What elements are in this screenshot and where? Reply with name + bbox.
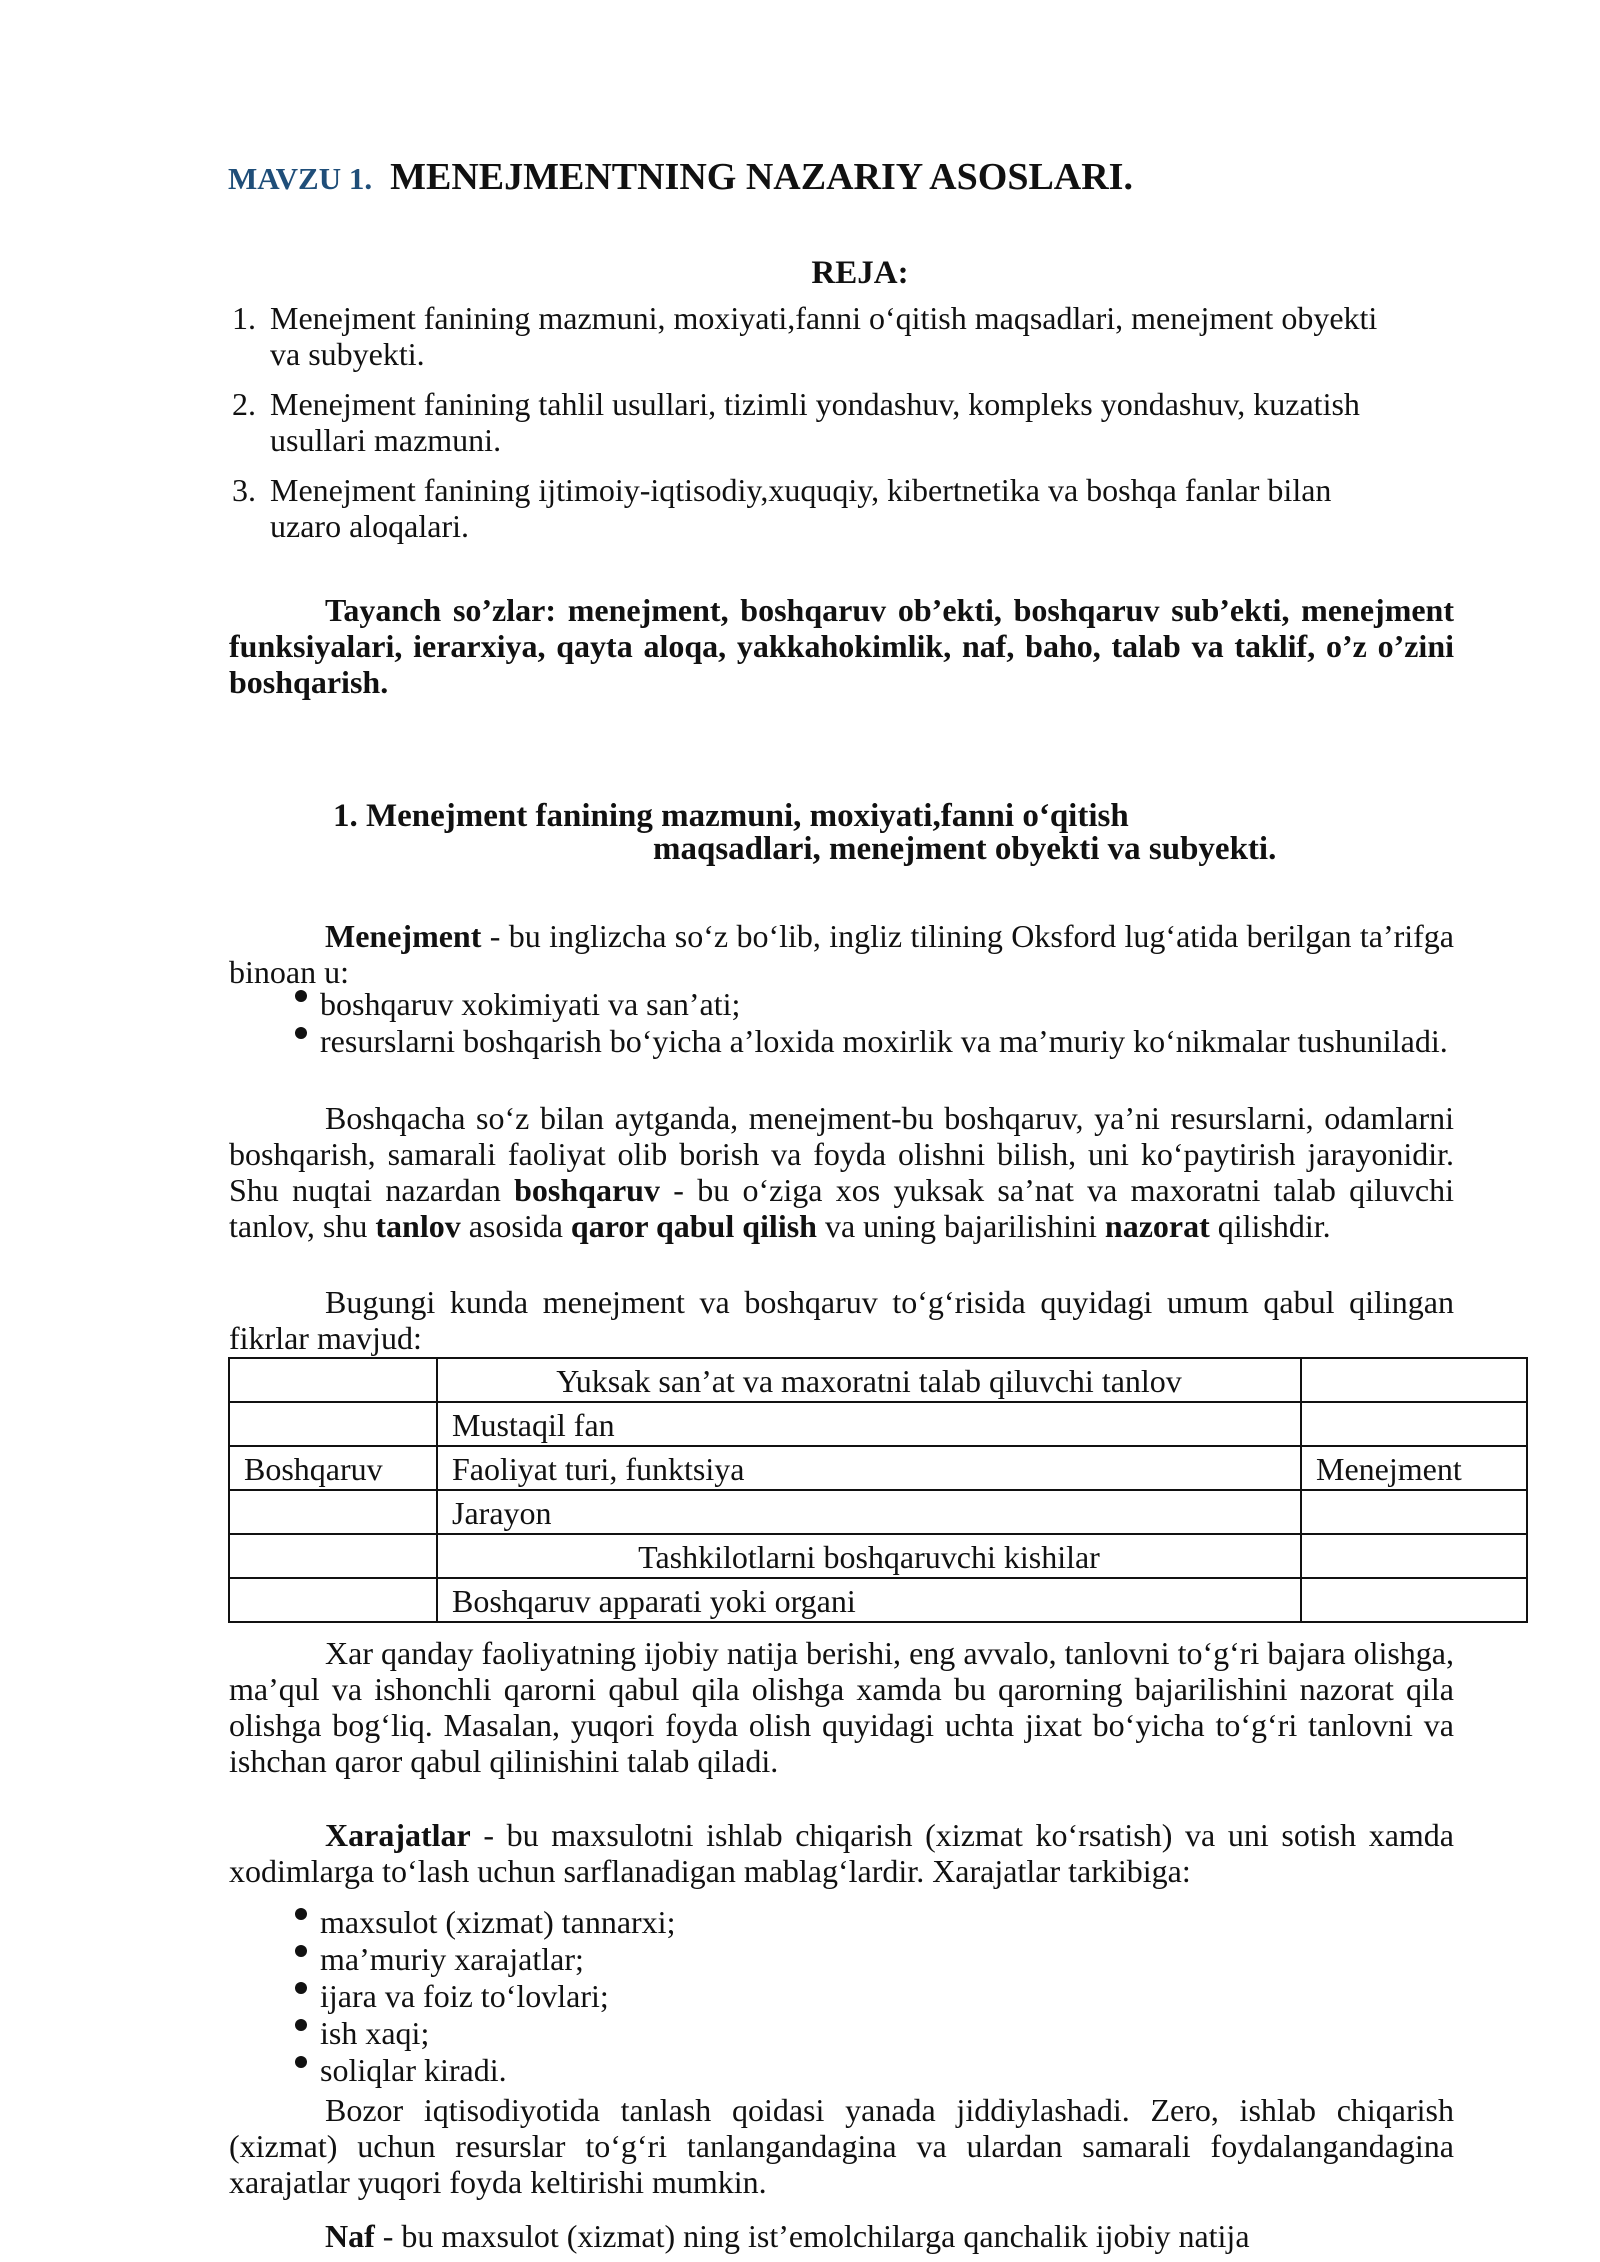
section-heading	[333, 800, 1453, 866]
table-cell	[229, 1578, 437, 1622]
definition-bullets	[320, 986, 1460, 1060]
paragraph-bozor: Bozor iqtisodiyotida tanlash qoidasi yanada jiddiylashadi. Zero, ishlab chiqarish (xizmat) uchun resurslar to‘g‘ri tanlangandagina va ulardan samarali foydalangandagina xarajatlar yuqori foyda keltirishi mumkin.	[229, 2092, 1454, 2200]
table-cell	[229, 1402, 437, 1446]
table-left-label: Boshqaruv	[229, 1446, 437, 1490]
table-row	[229, 1446, 1527, 1490]
para-text: - bu o‘ziga xos yuksak sa’nat va maxoratni talab qiluvchi tanlov, shu	[229, 1172, 1455, 1244]
section-heading-line2: maqsadlari, menejment obyekti va subyekti.	[653, 831, 1277, 867]
bullet-item: ijara va foiz to‘lovlari;	[320, 1978, 1460, 2015]
table-cell: Faoliyat turi, funktsiya	[437, 1446, 1301, 1490]
table-cell	[1301, 1490, 1527, 1534]
table-cell	[1301, 1534, 1527, 1578]
plan-item-text: Menejment fanining tahlil usullari, tizimli yondashuv, kompleks yondashuv, kuzatish usullari mazmuni.	[270, 386, 1360, 458]
term-xarajatlar: Xarajatlar	[325, 1817, 471, 1853]
para-text: Boshqacha so‘z bilan aytganda, menejment-bu boshqaruv, ya’ni resurslarni, odamlarni boshqarish, samarali faoliyat olib borish va foyda olishni bilish, uni ko‘paytirish jarayonidir. Shu nuqtai nazardan	[229, 1100, 1454, 1208]
table-row	[229, 1578, 1527, 1622]
definition-table	[228, 1357, 1528, 1623]
table-row	[229, 1402, 1527, 1446]
naf-text: - bu maxsulot (xizmat) ning ist’emolchilarga qanchalik ijobiy natija	[374, 2218, 1250, 2254]
table-cell	[1301, 1358, 1527, 1402]
bold-term: boshqaruv	[514, 1172, 660, 1208]
table-right-label: Menejment	[1301, 1446, 1527, 1490]
bullet-item: boshqaruv xokimiyati va san’ati;	[320, 986, 1460, 1023]
section-heading-line1: 1. Menejment fanining mazmuni, moxiyati,fanni o‘qitish	[333, 798, 1129, 834]
table-cell	[229, 1490, 437, 1534]
bullet-item: soliqlar kiradi.	[320, 2052, 1460, 2089]
topic-heading: MENEJMENTNING NAZARIY ASOSLARI.	[390, 156, 1133, 198]
table-cell: Boshqaruv apparati yoki organi	[437, 1578, 1301, 1622]
plan-item	[232, 472, 1382, 544]
bold-term: qaror qabul qilish	[570, 1208, 817, 1244]
table-cell	[1301, 1578, 1527, 1622]
paragraph-naf	[229, 2218, 1454, 2254]
paragraph-xarajatlar	[229, 1817, 1454, 1889]
plan-item-number: 2.	[232, 386, 256, 422]
paragraph-bugungi: Bugungi kunda menejment va boshqaruv to‘g‘risida quyidagi umum qabul qilingan fikrlar mavjud:	[229, 1284, 1454, 1356]
table-cell: Tashkilotlarni boshqaruvchi kishilar	[437, 1534, 1301, 1578]
plan-item-number: 3.	[232, 472, 256, 508]
topic-title	[228, 155, 1133, 199]
para-text: va uning bajarilishini	[816, 1208, 1105, 1244]
table-cell	[229, 1534, 437, 1578]
keywords-paragraph: Tayanch so’zlar: menejment, boshqaruv ob’ekti, boshqaruv sub’ekti, menejment funksiyalari, ierarxiya, qayta aloqa, yakkahokimlik, naf, baho, talab va taklif, o’z o’zini boshqarish.	[229, 592, 1454, 700]
table-row	[229, 1534, 1527, 1578]
plan-item	[232, 386, 1382, 458]
table-cell: Yuksak san’at va maxoratni talab qiluvchi tanlov	[437, 1358, 1301, 1402]
table-cell	[229, 1358, 437, 1402]
term-menejment: Menejment	[325, 918, 482, 954]
xarajatlar-bullets	[320, 1904, 1460, 2089]
para-text: asosida	[460, 1208, 571, 1244]
term-naf: Naf	[325, 2218, 375, 2254]
bold-term: nazorat	[1104, 1208, 1210, 1244]
plan-list	[232, 300, 1382, 558]
bullet-item: ma’muriy xarajatlar;	[320, 1941, 1460, 1978]
table-cell	[1301, 1402, 1527, 1446]
table-cell: Mustaqil fan	[437, 1402, 1301, 1446]
table-row	[229, 1490, 1527, 1534]
paragraph-xar-qanday: Xar qanday faoliyatning ijobiy natija berishi, eng avvalo, tanlovni to‘g‘ri bajara olishga, ma’qul va ishonchli qarorni qabul qila olishga xamda bu qarorning bajarilishini nazorat qila olishga bog‘liq. Masalan, yuqori foyda olish quyidagi uchta jixat bo‘yicha to‘g‘ri tanlovni va ishchan qaror qabul qilinishini talab qiladi.	[229, 1635, 1454, 1779]
paragraph-boshqaruv	[229, 1100, 1454, 1244]
table-cell: Jarayon	[437, 1490, 1301, 1534]
plan-heading: REJA:	[811, 255, 909, 291]
plan-item-text: Menejment fanining mazmuni, moxiyati,fanni o‘qitish maqsadlari, menejment obyekti va subyekti.	[270, 300, 1378, 372]
bullet-item: ish xaqi;	[320, 2015, 1460, 2052]
plan-item-number: 1.	[232, 300, 256, 336]
para-text: qilishdir.	[1209, 1208, 1331, 1244]
definition-paragraph	[229, 918, 1454, 990]
bullet-item: maxsulot (xizmat) tannarxi;	[320, 1904, 1460, 1941]
bold-term: tanlov	[375, 1208, 461, 1244]
table-row	[229, 1358, 1527, 1402]
definition-text: - bu inglizcha so‘z bo‘lib, ingliz tilining Oksford lug‘atida berilgan ta’rifga binoan u:	[229, 918, 1454, 990]
plan-item	[232, 300, 1382, 372]
topic-number: MAVZU 1.	[228, 161, 373, 196]
xarajatlar-text: - bu maxsulotni ishlab chiqarish (xizmat ko‘rsatish) va uni sotish xamda xodimlarga to‘lash uchun sarflanadigan mablag‘lardir. Xarajatlar tarkibiga:	[229, 1817, 1454, 1889]
bullet-item: resurslarni boshqarish bo‘yicha a’loxida moxirlik va ma’muriy ko‘nikmalar tushuniladi.	[320, 1023, 1460, 1060]
plan-item-text: Menejment fanining ijtimoiy-iqtisodiy,xuquqiy, kibertnetika va boshqa fanlar bilan uzaro aloqalari.	[270, 472, 1332, 544]
